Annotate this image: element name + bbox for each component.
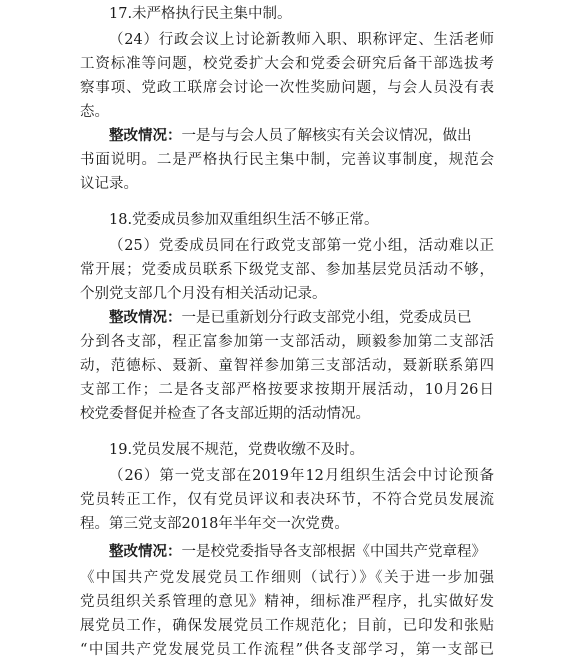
rectification-label: 整改情况：: [109, 127, 182, 144]
rectification-label: 整改情况：: [109, 543, 182, 560]
section-17-problem-line-4: 态。: [80, 104, 109, 120]
section-17-problem-line-2: 工资标准等问题，校党委扩大会和党委会研究后备干部选拔考: [80, 56, 494, 72]
section-18-problem-line-3: 个别党支部几个月没有相关活动记录。: [80, 286, 327, 302]
section-19-rectification-line-5: “中国共产党发展党员工作流程”供各支部学习，第一支部已: [80, 642, 494, 658]
section-19-rectification-line-4: 展党员工作，确保发展党员工作规范化；目前，已印发和张贴: [80, 618, 494, 634]
section-17-rectification-line-1: [80, 124, 494, 148]
section-17-problem-line-3: 察事项、党政工联席会讨论一次性奖励问题，与会人员没有表: [80, 80, 494, 96]
section-18-heading: 18.党委成员参加双重组织生活不够正常。: [109, 212, 379, 228]
section-17-heading: 17.未严格执行民主集中制。: [109, 6, 292, 22]
section-17-rectification-line-3: 议记录。: [80, 176, 138, 192]
section-19-rectification-line-3: 党员组织关系管理的意见》精神，细标准严程序，扎实做好发: [80, 594, 494, 610]
section-18-problem-line-2: 常开展；党委成员联系下级党支部、参加基层党员活动不够，: [80, 262, 494, 278]
rectification-text: 一是校党委指导各支部根据《中国共产党章程》: [181, 544, 486, 560]
section-19-heading: 19.党员发展不规范，党费收缴不及时。: [109, 442, 365, 458]
rectification-label: 整改情况：: [109, 309, 182, 326]
section-19-problem-line-2: 党员转正工作，仅有党员评议和表决环节，不符合党员发展流: [80, 492, 494, 508]
section-18-problem-line-1: （25）党委成员同在行政党支部第一党小组，活动难以正: [109, 238, 494, 254]
section-18-rectification-line-1: [80, 306, 494, 330]
section-17-rectification-line-2: 书面说明。二是严格执行民主集中制，完善议事制度，规范会: [80, 152, 494, 168]
section-18-rectification-line-4: 支部工作；二是各支部严格按要求按期开展活动，10月26日: [80, 382, 494, 398]
rectification-text: 一是与与会人员了解核实有关会议情况，做出: [181, 128, 472, 144]
section-19-problem-line-1: （26）第一党支部在2019年12月组织生活会中讨论预备: [109, 468, 494, 484]
section-18-rectification-line-2: 分到各支部，程正富参加第一支部活动，顾毅参加第二支部活: [80, 334, 494, 350]
section-19-problem-line-3: 程。第三党支部2018年半年交一次党费。: [80, 516, 349, 532]
section-19-rectification-line-2: 《中国共产党发展党员工作细则（试行）》《关于进一步加强: [80, 570, 494, 586]
section-18-rectification-line-5: 校党委督促并检查了各支部近期的活动情况。: [80, 406, 370, 422]
section-18-rectification-line-3: 动，范德标、聂新、童智祥参加第三支部活动，聂新联系第四: [80, 358, 494, 374]
section-19-rectification-line-1: [80, 540, 494, 564]
section-17-problem-line-1: （24）行政会议上讨论新教师入职、职称评定、生活老师: [109, 32, 494, 48]
rectification-text: 一是已重新划分行政支部党小组，党委成员已: [181, 310, 472, 326]
